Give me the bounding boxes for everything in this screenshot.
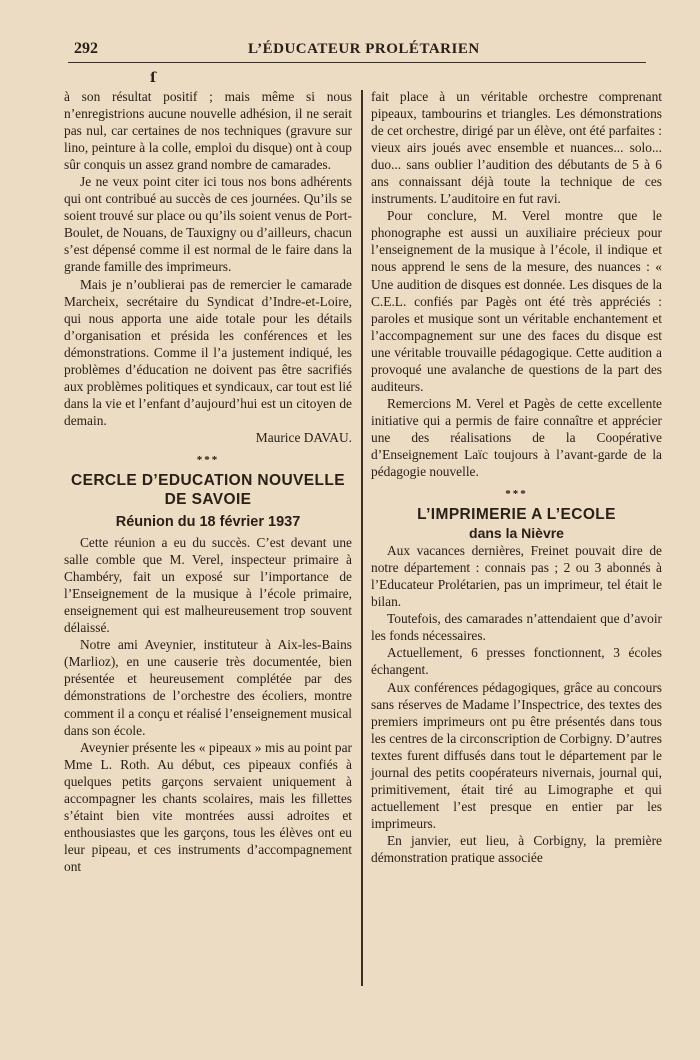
- paragraph: Aux vacances dernières, Freinet pouvait dire de notre département : connais pas ; 2 ou 3 abonnés à l’Educateur Prolétarien, pas un imprimeur, tel était le bilan.: [371, 543, 662, 610]
- section-title: CERCLE D’EDUCATION NOUVELLE DE SAVOIE: [70, 472, 346, 509]
- paragraph: En janvier, eut lieu, à Corbigny, la première démonstration pratique associée: [371, 832, 662, 865]
- paragraph: Mais je n’oublierai pas de remercier le camarade Marcheix, secrétaire du Syndicat d’Indre-et-Loire, qui nous apporta une aide totale pour les détails d’organisation et présida les conférences et les démonstrations. Comme il l’a justement indiqué, les problèmes d’éducation ne doivent pas être sacrifiés aux problèmes politiques et syndicaux, car tout est lié dans la vie et l’enfant d’aujourd’hui est un citoyen de demain.: [64, 276, 352, 428]
- page-header: [68, 38, 646, 63]
- paragraph: Toutefois, des camarades n’attendaient que d’avoir les fonds nécessaires.: [371, 611, 662, 644]
- paragraph: à son résultat positif ; mais même si nous n’enregistrions aucune nouvelle adhésion, il ne serait pas nul, car certaines de nos techniques (gravure sur lino, peinture à la colle, emploi du disque) ont à coup sûr conquis un assez grand nombre de camarades.: [64, 89, 352, 173]
- paragraph: fait place à un véritable orchestre comprenant pipeaux, tambourins et triangles. Les démonstrations de cet orchestre, dirigé par un élève, ont été parfaites : vieux airs joués avec ensemble et nuances... solo... duo... sans oublier l’audition des débutants de 5 à 6 ans connaissant déjà toute la technique de ces instruments. L’auditoire en fut ravi.: [371, 89, 662, 207]
- column-divider: [361, 90, 363, 986]
- signature: Maurice DAVAU.: [255, 429, 352, 445]
- page-number: 292: [74, 40, 98, 57]
- section-title: L’IMPRIMERIE A L’ECOLE: [417, 506, 616, 524]
- left-column: [64, 88, 352, 875]
- paragraph: Actuellement, 6 presses fonctionnent, 3 écoles échangent.: [371, 645, 662, 678]
- ink-mark: ſ: [150, 70, 157, 86]
- paragraph: Aux conférences pédagogiques, grâce au concours sans réserves de Madame l’Inspectrice, des textes des premiers imprimeurs ont pu être présentés dans tous les centres de la circonscription de Corbigny. D’autres textes furent diffusés dans tout le département par le journal des petits coopérateurs nivernais, journal qui, primitivement, était tiré au Limographe et qui actuellement l’est presque en entier par les imprimeurs.: [371, 679, 662, 831]
- paragraph: Aveynier présente les « pipeaux » mis au point par Mme L. Roth. Au début, ces pipeaux confiés à quelques petits garçons servaient uniquement à accompagner les chants scolaires, mais les fillettes s’étaint bien vite montrées aussi adroites et enthousiastes que les garçons, tous les élèves ont eu leur pipeau, et ces instruments d’accompagnement ont: [64, 739, 352, 874]
- paragraph: Pour conclure, M. Verel montre que le phonographe est aussi un auxiliaire précieux pour l’enseignement de la musique à l’école, il indique et nous apprend le sens de la mesure, des nuances : « Une audition de disques est donnée. Les disques de la C.E.L. confiés par Pagès ont été très appréciés : paroles et musique sont un véritable enchantement et l’accompagnement sur une des faces du disque est une véritable trouvaille pédagogique. Cette audition a provoqué une avalanche de questions de la part des auditeurs.: [371, 208, 662, 394]
- section-subtitle: Réunion du 18 février 1937: [115, 514, 301, 531]
- paragraph: Remercions M. Verel et Pagès de cette excellente initiative qui a permis de faire connaître et apprécier une des réalisations de la Coopérative d’Enseignement Laïc toujours à l’avant-garde de la pédagogie nouvelle.: [371, 395, 662, 480]
- section-subtitle: dans la Nièvre: [469, 525, 564, 542]
- right-column: [371, 88, 662, 866]
- paragraph: Je ne veux point citer ici tous nos bons adhérents qui ont contribué au succès de ces journées. Qu’ils se soient trouvé sur place ou qu’ils soient venus de Port-Boulet, de Nouans, de Tauxigny ou d’ailleurs, chacun s’est dépensé comme il est normal de le faire dans la grande famille des imprimeurs.: [64, 174, 352, 275]
- section-separator: ***: [505, 488, 528, 501]
- running-title: L’ÉDUCATEUR PROLÉTARIEN: [248, 41, 480, 57]
- paragraph: Notre ami Aveynier, instituteur à Aix-les-Bains (Marlioz), en une causerie très documentée, bien présentée et heureusement complétée par des démonstrations de l’orchestre des écoliers, montre comment il a conçu et réalisé l’enseignement musical dans son école.: [64, 637, 352, 738]
- paragraph: Cette réunion a eu du succès. C’est devant une salle comble que M. Verel, inspecteur primaire à Chambéry, fait un exposé sur l’importance de l’Enseignement de la musique à l’école primaire, enseignement qui est malheureusement trop souvent délaissé.: [64, 535, 352, 636]
- section-separator: ***: [196, 453, 220, 466]
